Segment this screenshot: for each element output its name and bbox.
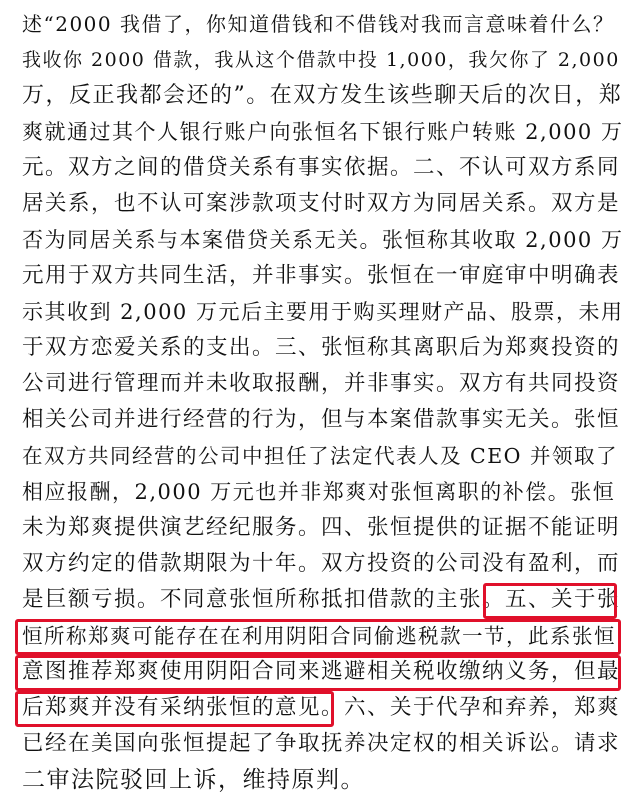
text-line-12: 相关公司并进行经营的行为，但与本案借款事实无关。张恒 <box>22 407 621 432</box>
text-line-11: 公司进行管理而并未收取报酬，并非事实。双方有共同投资 <box>22 371 621 396</box>
text-line-1: 述“2000 我借了，你知道借钱和不借钱对我而言意味着什么？ <box>22 12 615 36</box>
text-line-3: 万，反正我都会还的”。在双方发生该些聊天后的次日，郑 <box>22 83 623 108</box>
text-line-6: 居关系，也不认可案涉款项支付时双方为同居关系。双方是 <box>22 191 621 216</box>
text-line-16: 双方约定的借款期限为十年。双方投资的公司没有盈利，而 <box>22 551 621 576</box>
text-line-10: 于双方恋爱关系的支出。三、张恒称其离职后为郑爽投资的 <box>22 335 621 360</box>
text-line-2: 我收你 2000 借款，我从这个借款中投 1,000，我欠你了 2,000 <box>22 49 620 71</box>
text-line-19: 意图推荐郑爽使用阴阳合同来逃避相关税收缴纳义务，但最 <box>22 659 621 684</box>
text-line-4: 爽就通过其个人银行账户向张恒名下银行账户转账 2,000 万 <box>22 120 624 144</box>
text-line-15: 未为郑爽提供演艺经纪服务。四、张恒提供的证据不能证明 <box>22 515 621 540</box>
text-line-9: 示其收到 2,000 万元后主要用于购买理财产品、股票，未用 <box>22 300 624 324</box>
text-line-20: 后郑爽并没有采纳张恒的意见。六、关于代孕和弃养，郑爽 <box>22 695 621 720</box>
text-line-7: 否为同居关系与本案借贷关系无关。张恒称其收取 2,000 万 <box>22 228 624 252</box>
text-line-14: 相应报酬，2,000 万元也并非郑爽对张恒离职的补偿。张恒 <box>22 480 616 504</box>
text-line-22: 二审法院驳回上诉，维持原判。 <box>22 767 365 793</box>
text-line-17: 是巨额亏损。不同意张恒所称抵扣借款的主张。五、关于张 <box>22 587 621 612</box>
text-line-13: 在双方共同经营的公司中担任了法定代表人及 CEO 并领取了 <box>22 444 618 468</box>
text-line-8: 元用于双方共同生活，并非事实。张恒在一审庭审中明确表 <box>22 263 621 288</box>
text-line-18: 恒所称郑爽可能存在在利用阴阳合同偷逃税款一节，此系张恒 <box>22 624 616 648</box>
text-line-5: 元。双方之间的借贷关系有事实依据。二、不认可双方系同 <box>22 155 621 180</box>
text-line-21: 已经在美国向张恒提起了争取抚养决定权的相关诉讼。请求 <box>22 731 621 756</box>
